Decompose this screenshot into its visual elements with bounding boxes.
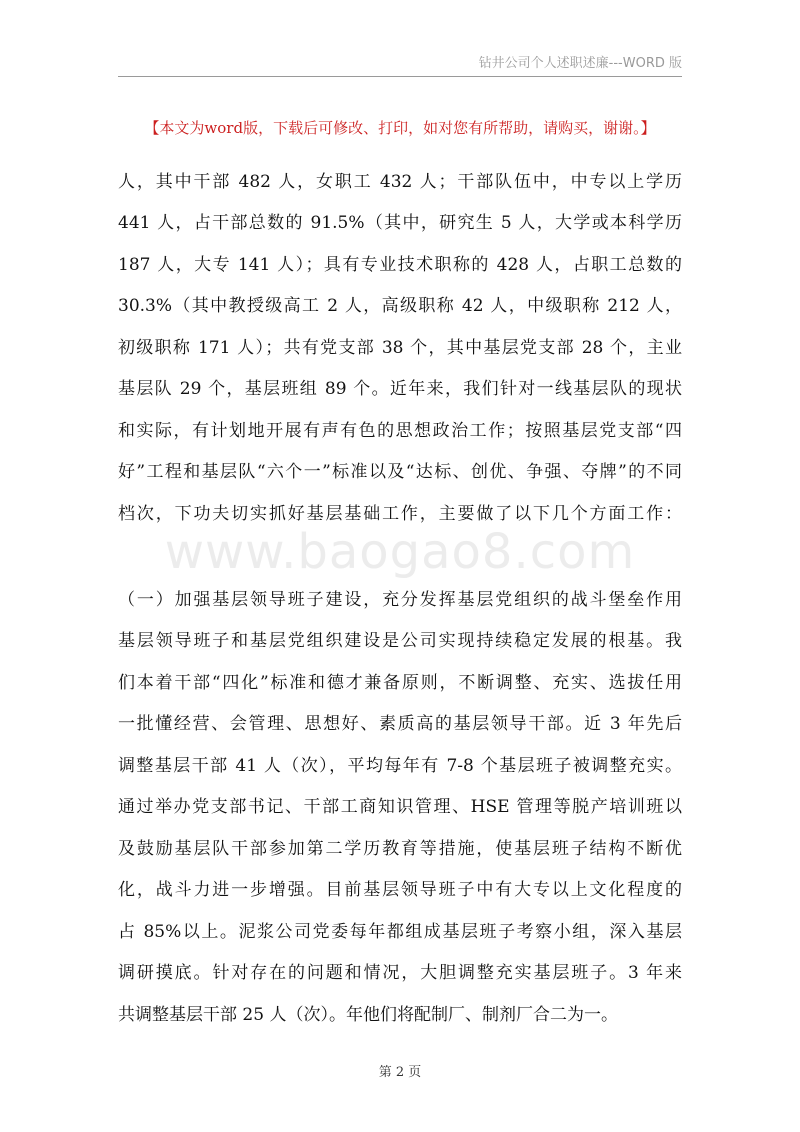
text-line: 档次，下功夫切实抓好基层基础工作，主要做了以下几个方面工作： [118,504,682,524]
text-line: 好”工程和基层队“六个一”标准以及“达标、创优、争强、夺牌”的不同 [118,462,682,482]
text-line: 和实际，有计划地开展有声有色的思想政治工作；按照基层党支部“四 [118,421,682,441]
text-line: 187 人，大专 141 人）；具有专业技术职称的 428 人，占职工总数的 [118,255,682,275]
page-number: 第 2 页 [378,1065,422,1080]
text-line: 们本着干部“四化”标准和德才兼备原则，不断调整、充实、选拔任用 [118,673,682,693]
text-line: 441 人，占干部总数的 91.5%（其中，研究生 5 人，大学或本科学历 [118,213,682,233]
text-line: 一批懂经营、会管理、思想好、素质高的基层领导干部。近 3 年先后 [118,714,682,734]
text-line: 调研摸底。针对存在的问题和情况，大胆调整充实基层班子。3 年来 [118,963,682,983]
text-line: 化，战斗力进一步增强。目前基层领导班子中有大专以上文化程度的 [118,880,682,900]
download-notice: 【本文为word版，下载后可修改、打印，如对您有所帮助，请购买，谢谢。】 [144,119,656,137]
text-line: 基层领导班子和基层党组织建设是公司实现持续稳定发展的根基。我 [118,631,682,651]
section-heading-line: （一）加强基层领导班子建设，充分发挥基层党组织的战斗堡垒作用 [118,590,682,610]
text-line: 及鼓励基层队干部参加第二学历教育等措施，使基层班子结构不断优 [118,839,682,859]
text-line: 共调整基层干部 25 人（次）。年他们将配制厂、制剂厂合二为一。 [118,1005,618,1025]
site-watermark: www.baogao8.com [164,524,636,580]
text-line: 基层队 29 个，基层班组 89 个。近年来，我们针对一线基层队的现状 [118,379,682,399]
text-line: 30.3%（其中教授级高工 2 人，高级职称 42 人，中级职称 212 人， [118,296,682,316]
text-line: 占 85%以上。泥浆公司党委每年都组成基层班子考察小组，深入基层 [118,922,682,942]
text-line: 调整基层干部 41 人（次），平均每年有 7-8 个基层班子被调整充实。 [118,756,682,776]
document-header-title: 钻井公司个人述职述廉---WORD 版 [478,56,682,71]
text-line: 初级职称 171 人）；共有党支部 38 个，其中基层党支部 28 个，主业 [118,338,682,358]
text-line: 人，其中干部 482 人，女职工 432 人；干部队伍中，中专以上学历 [118,172,682,192]
text-line: 通过举办党支部书记、干部工商知识管理、HSE 管理等脱产培训班以 [118,797,682,817]
header-divider [118,76,682,77]
